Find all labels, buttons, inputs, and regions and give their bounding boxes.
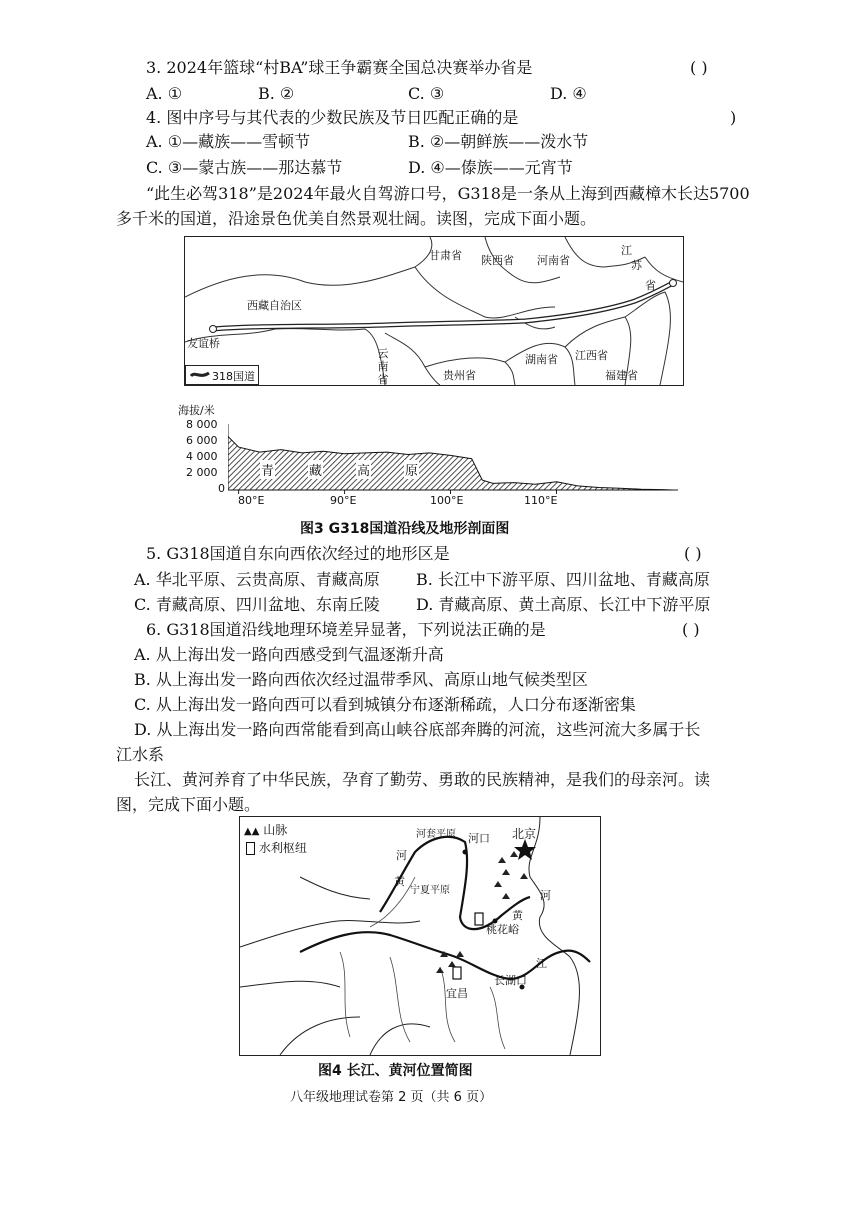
ytick-2000: 2 000 bbox=[186, 466, 218, 479]
dam-icon-yichang bbox=[453, 967, 461, 979]
intro2-line2: 图，完成下面小题。 bbox=[116, 795, 261, 814]
dam-icon-taohuayu bbox=[475, 913, 483, 925]
ytick-0: 0 bbox=[218, 482, 225, 495]
dam-icon bbox=[246, 842, 255, 855]
mountain-icon: ▲▲ bbox=[244, 826, 260, 837]
q5-option-d: D. 青藏高原、黄土高原、长江中下游平原 bbox=[416, 595, 711, 614]
q6-option-d-line1: D. 从上海出发一路向西常能看到高山峡谷底部奔腾的河流，这些河流大多属于长 bbox=[134, 720, 701, 739]
label-ningxia: 宁夏平原 bbox=[410, 885, 450, 896]
q4-option-a: A. ①—藏族——雪顿节 bbox=[146, 132, 311, 151]
map-legend-dam bbox=[246, 839, 307, 856]
q5-stem: 5. G318国道自东向西依次经过的地形区是 bbox=[146, 544, 450, 563]
yangtze-yellow-river-map bbox=[239, 816, 601, 1056]
label-he-right: 河 bbox=[540, 889, 551, 902]
xtick-80: 80°E bbox=[238, 494, 265, 507]
plateau-char-1: 青 bbox=[260, 460, 275, 479]
label-guizhou: 贵州省 bbox=[443, 369, 476, 382]
legend-label: 318国道 bbox=[212, 370, 255, 383]
route-legend-icon bbox=[190, 370, 210, 380]
plateau-char-2: 藏 bbox=[308, 460, 323, 479]
xtick-100: 100°E bbox=[430, 494, 464, 507]
q5-option-b: B. 长江中下游平原、四川盆地、青藏高原 bbox=[416, 570, 710, 589]
label-jiang: 江 bbox=[536, 957, 547, 970]
g318-route-map bbox=[184, 236, 684, 386]
q6-option-c: C. 从上海出发一路向西可以看到城镇分布逐渐稀疏，人口分布逐渐密集 bbox=[134, 695, 636, 714]
q4-option-c: C. ③—蒙古族——那达慕节 bbox=[146, 158, 343, 177]
plateau-char-3: 高 bbox=[356, 460, 371, 479]
profile-ylabel: 海拔/米 bbox=[178, 404, 215, 417]
label-jiangxi: 江西省 bbox=[575, 349, 608, 362]
label-yichang: 宜昌 bbox=[446, 987, 468, 1000]
q3-option-c: C. ③ bbox=[408, 84, 445, 103]
figure4-caption: 图4 长江、黄河位置简图 bbox=[318, 1063, 473, 1079]
intro1-line1: “此生必驾318”是2024年最火自驾游口号，G318是一条从上海到西藏樟木长达5700 bbox=[146, 184, 750, 203]
q3-answer-bracket: ( ) bbox=[690, 58, 708, 77]
xtick-90: 90°E bbox=[330, 494, 357, 507]
q3-option-d: D. ④ bbox=[550, 84, 587, 103]
profile-area-series bbox=[228, 436, 673, 490]
q3-stem: 3. 2024年篮球“村BA”球王争霸赛全国总决赛举办省是 bbox=[146, 58, 533, 77]
q4-option-d: D. ④—傣族——元宵节 bbox=[408, 158, 573, 177]
q5-option-c: C. 青藏高原、四川盆地、东南丘陵 bbox=[134, 595, 380, 614]
legend-dam-label: 水利枢纽 bbox=[258, 841, 307, 855]
q5-option-a: A. 华北平原、云贵高原、青藏高原 bbox=[134, 570, 380, 589]
label-shaanxi: 陕西省 bbox=[481, 254, 514, 267]
q6-option-b: B. 从上海出发一路向西依次经过温带季风、高原山地气候类型区 bbox=[134, 670, 588, 689]
page-footer: 八年级地理试卷第 2 页（共 6 页） bbox=[290, 1090, 493, 1105]
label-jiangsu-1: 江 bbox=[621, 244, 632, 257]
label-hunan: 湖南省 bbox=[525, 353, 558, 366]
q6-option-d-line2: 江水系 bbox=[116, 745, 165, 764]
label-henan: 河南省 bbox=[537, 254, 570, 267]
q4-option-b: B. ②—朝鲜族——泼水节 bbox=[408, 132, 589, 151]
label-huang-left: 黄 bbox=[394, 875, 405, 888]
label-yunnan: 云 南 省 bbox=[377, 347, 389, 386]
ytick-8000: 8 000 bbox=[186, 418, 218, 431]
ytick-6000: 6 000 bbox=[186, 434, 218, 447]
label-huang-right: 黄 bbox=[512, 909, 523, 922]
label-fujian: 福建省 bbox=[605, 369, 638, 382]
label-gansu: 甘肃省 bbox=[429, 249, 462, 262]
label-he-left: 河 bbox=[396, 849, 407, 862]
label-youyiqiao: 友谊桥 bbox=[187, 337, 220, 350]
q3-option-a: A. ① bbox=[146, 84, 183, 103]
q6-option-a: A. 从上海出发一路向西感受到气温逐渐升高 bbox=[134, 645, 444, 664]
map-legend-mountain bbox=[244, 821, 287, 838]
terrain-profile bbox=[178, 398, 678, 510]
intro2-line1: 长江、黄河养育了中华民族，孕育了勤劳、勇敢的民族精神，是我们的母亲河。读 bbox=[134, 770, 711, 789]
figure3-caption: 图3 G318国道沿线及地形剖面图 bbox=[300, 521, 510, 537]
label-taohuayu: 桃花峪 bbox=[486, 923, 519, 936]
q6-answer-bracket: ( ) bbox=[682, 620, 700, 639]
q4-stem: 4. 图中序号与其代表的少数民族及节日匹配正确的是 bbox=[146, 108, 519, 127]
label-changhukou: 长湖口 bbox=[494, 974, 527, 987]
label-xizang: 西藏自治区 bbox=[247, 299, 302, 312]
q6-stem: 6. G318国道沿线地理环境差异显著，下列说法正确的是 bbox=[146, 620, 546, 639]
profile-chart bbox=[228, 398, 678, 498]
q5-answer-bracket: ( ) bbox=[684, 544, 702, 563]
map-legend bbox=[185, 365, 259, 385]
label-beijing: 北京 bbox=[512, 827, 537, 841]
legend-mountain-label: 山脉 bbox=[263, 823, 288, 837]
q3-option-b: B. ② bbox=[258, 84, 295, 103]
label-jiangsu-2: 苏 bbox=[631, 259, 642, 272]
plateau-char-4: 原 bbox=[404, 460, 419, 479]
label-shanghai: 省 bbox=[645, 279, 656, 292]
ytick-4000: 4 000 bbox=[186, 450, 218, 463]
label-hetao: 河套平原 bbox=[416, 829, 456, 840]
q4-answer-bracket: ) bbox=[730, 108, 737, 127]
intro1-line2: 多千米的国道，沿途景色优美自然景观壮阔。读图，完成下面小题。 bbox=[116, 209, 597, 228]
label-hekou: 河口 bbox=[468, 832, 490, 845]
xtick-110: 110°E bbox=[524, 494, 558, 507]
